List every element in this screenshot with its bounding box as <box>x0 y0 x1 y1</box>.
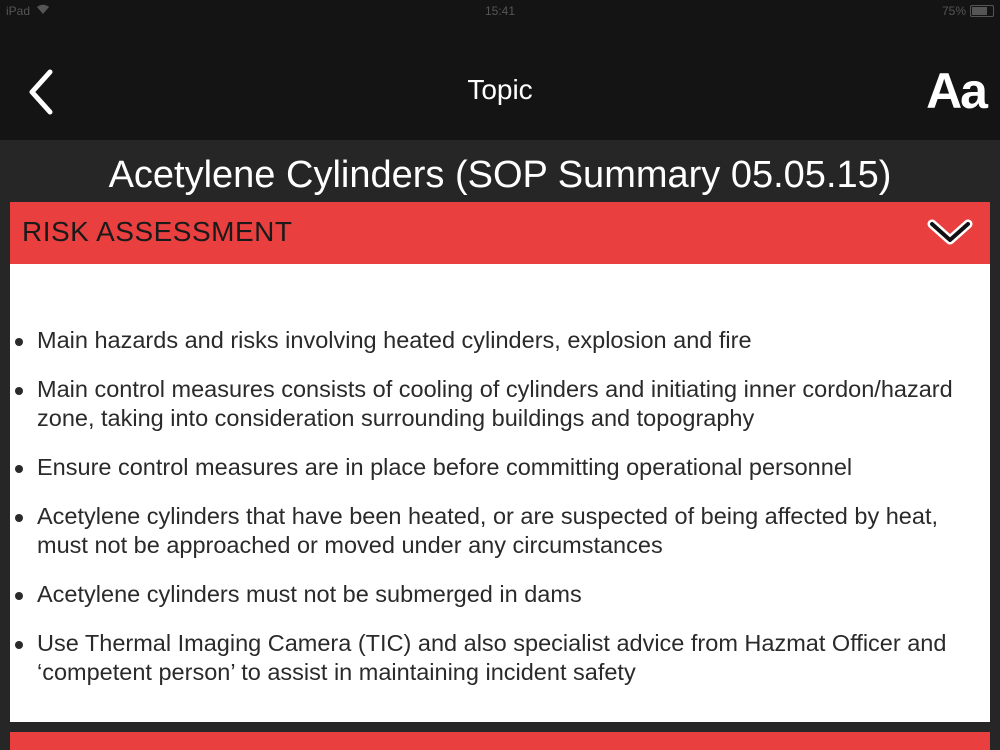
bullet-dot <box>15 465 23 473</box>
list-item <box>10 326 990 355</box>
list-item <box>10 375 990 433</box>
section-header-label: RISK ASSESSMENT <box>22 216 293 247</box>
topic-title: Acetylene Cylinders (SOP Summary 05.05.15) <box>108 154 892 196</box>
bullet-dot <box>15 514 23 522</box>
list-item <box>10 453 990 482</box>
list-item-text: Main hazards and risks involving heated cylinders, explosion and fire <box>37 327 752 353</box>
navigation-bar <box>0 22 1000 140</box>
next-section-header[interactable] <box>10 732 990 750</box>
bullet-dot <box>15 641 23 649</box>
list-item-text: Main control measures consists of cooling of cylinders and initiating inner cordon/hazard zone, taking into consideration surrounding buildings and topography <box>37 376 953 431</box>
battery-icon <box>970 5 994 17</box>
status-bar <box>0 0 1000 22</box>
status-time: 15:41 <box>484 4 516 18</box>
topic-content <box>0 140 1000 750</box>
list-item-text: Use Thermal Imaging Camera (TIC) and also specialist advice from Hazmat Officer and ‘competent person’ to assist in maintaining incident safety <box>37 630 947 685</box>
list-item <box>10 502 990 560</box>
list-item-text: Ensure control measures are in place before committing operational personnel <box>37 454 853 480</box>
list-item-text: Acetylene cylinders that have been heated, or are suspected of being affected by heat, must not be approached or moved under any circumstances <box>37 503 939 558</box>
carrier-label: iPad <box>6 4 31 18</box>
nav-title: Topic <box>467 74 533 105</box>
text-size-button[interactable]: Aa <box>926 63 986 119</box>
bullet-dot <box>15 592 23 600</box>
battery-percentage: 75% <box>941 4 966 18</box>
chevron-down-icon <box>926 218 974 248</box>
list-item <box>10 629 990 687</box>
risk-assessment-section-body <box>10 264 990 722</box>
bullet-list <box>10 326 990 707</box>
bullet-dot <box>15 338 23 346</box>
list-item <box>10 580 990 609</box>
bullet-dot <box>15 387 23 395</box>
list-item-text: Acetylene cylinders must not be submerged in dams <box>37 581 582 607</box>
risk-assessment-section-header[interactable] <box>10 202 990 264</box>
